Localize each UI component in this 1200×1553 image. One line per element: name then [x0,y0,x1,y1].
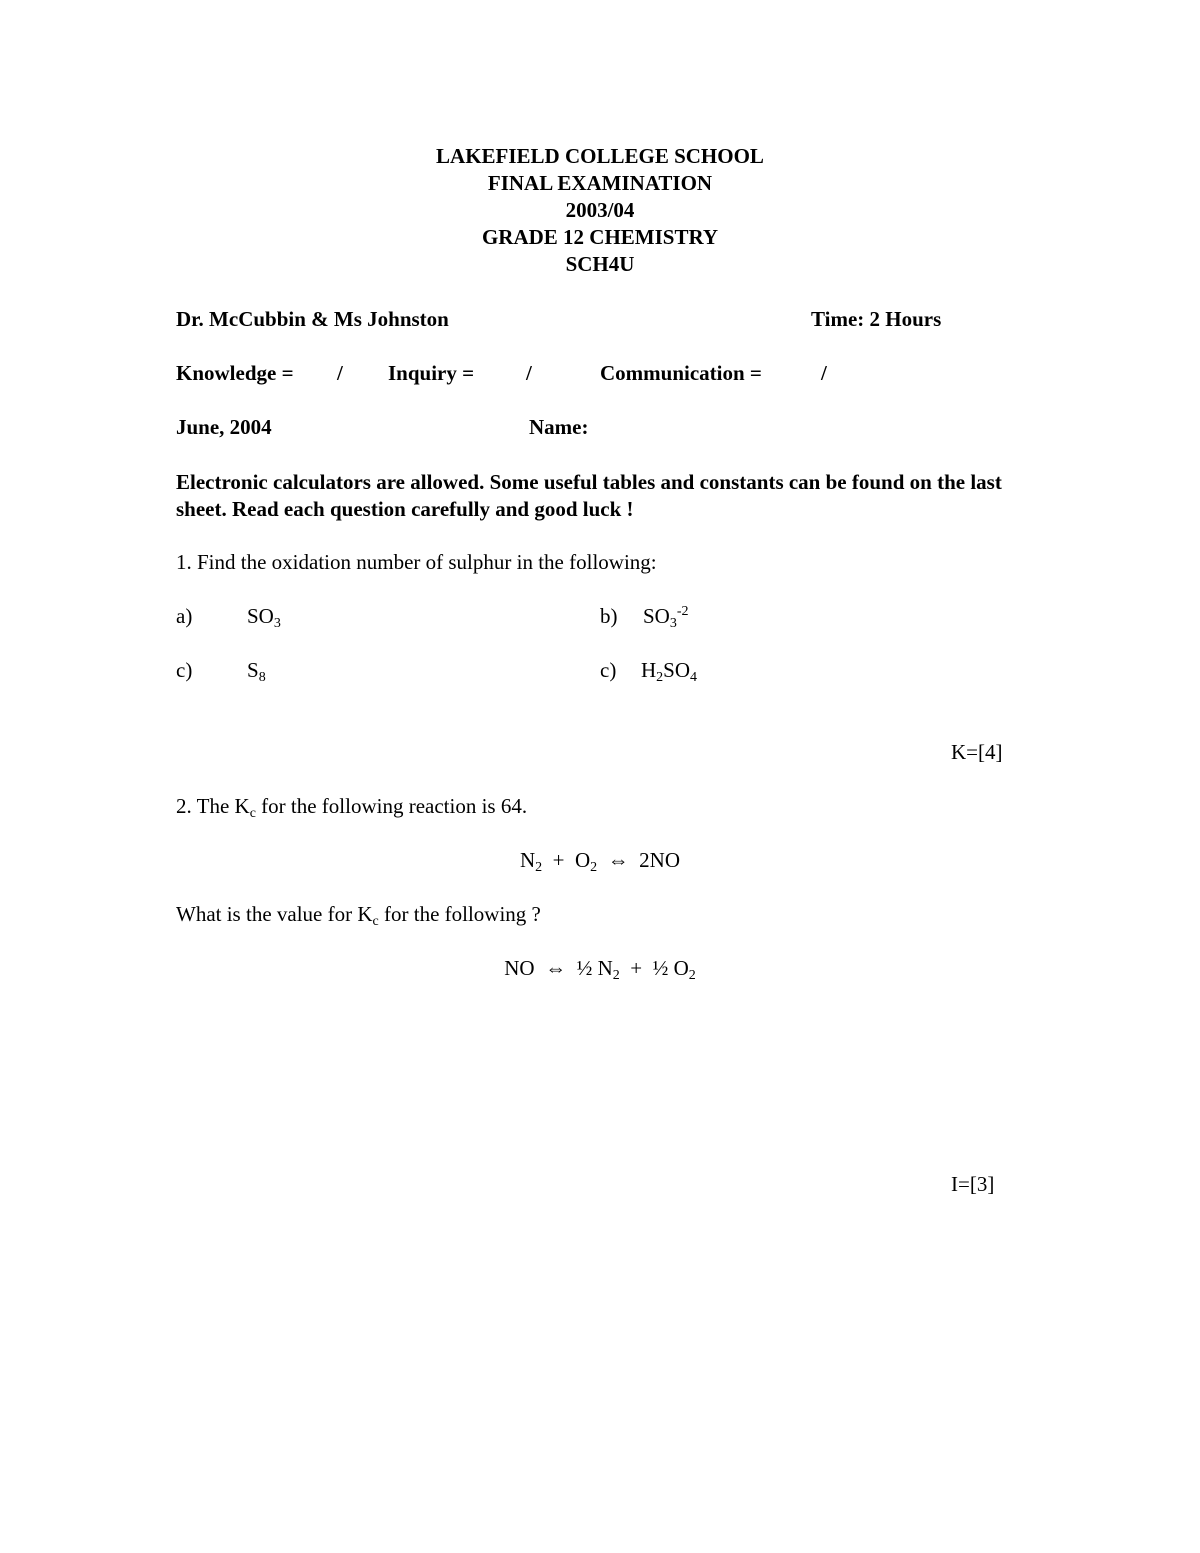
equilibrium-arrow-icon: ⇔ [607,848,629,872]
exam-duration: Time: 2 Hours [811,307,942,331]
exam-date: June, 2004 [176,415,272,439]
school-year: 2003/04 [565,198,635,222]
plus-sign: + [630,956,643,980]
q2-marks: I=[3] [951,1172,995,1196]
q1-option-c-label: c) [176,658,193,682]
communication-label: Communication = [600,361,762,385]
q1-option-b-formula: $SO_3^{-2}$ [643,604,689,631]
knowledge-label: Knowledge = [176,361,294,385]
school-name: LAKEFIELD COLLEGE SCHOOL [436,144,764,168]
reaction-equation-2: NO ⇔ ½ $N_2$ + ½ $O_2$ [504,956,696,983]
question-1-prompt: 1. Find the oxidation number of sulphur in the following: [176,550,657,574]
instructions: Electronic calculators are allowed. Some useful tables and constants can be found on the last sheet. Read each question carefully and good luck ! [176,470,1002,521]
q1-option-d-label: c) [600,658,617,682]
course-title: GRADE 12 CHEMISTRY [481,225,719,249]
q1-option-c-formula: $S_8$ [247,658,266,685]
q1-option-b-label: b) [600,604,618,628]
question-2-prompt: 2. The $K_c$ for the following reaction is 64. [176,794,528,821]
q1-option-a-formula: $SO_3$ [247,604,281,631]
exam-title: FINAL EXAMINATION [487,171,713,195]
plus-sign: + [552,848,565,872]
q1-marks: K=[4] [951,740,1003,764]
inquiry-label: Inquiry = [388,361,475,385]
teachers: Dr. McCubbin & Ms Johnston [176,307,449,331]
question-2-ask: What is the value for $K_c$ for the following ? [176,902,541,929]
knowledge-slash: / [337,361,343,385]
course-code: SCH4U [565,252,635,276]
reaction-equation-1: $N_2 + O_2$ ⇔ 2NO [519,848,681,875]
name-label: Name: [529,415,589,439]
communication-slash: / [821,361,827,385]
equilibrium-arrow-icon: ⇔ [545,956,567,980]
q1-option-a-label: a) [176,604,193,628]
q1-option-d-formula: $H_2SO_4$ [641,658,698,685]
inquiry-slash: / [526,361,532,385]
